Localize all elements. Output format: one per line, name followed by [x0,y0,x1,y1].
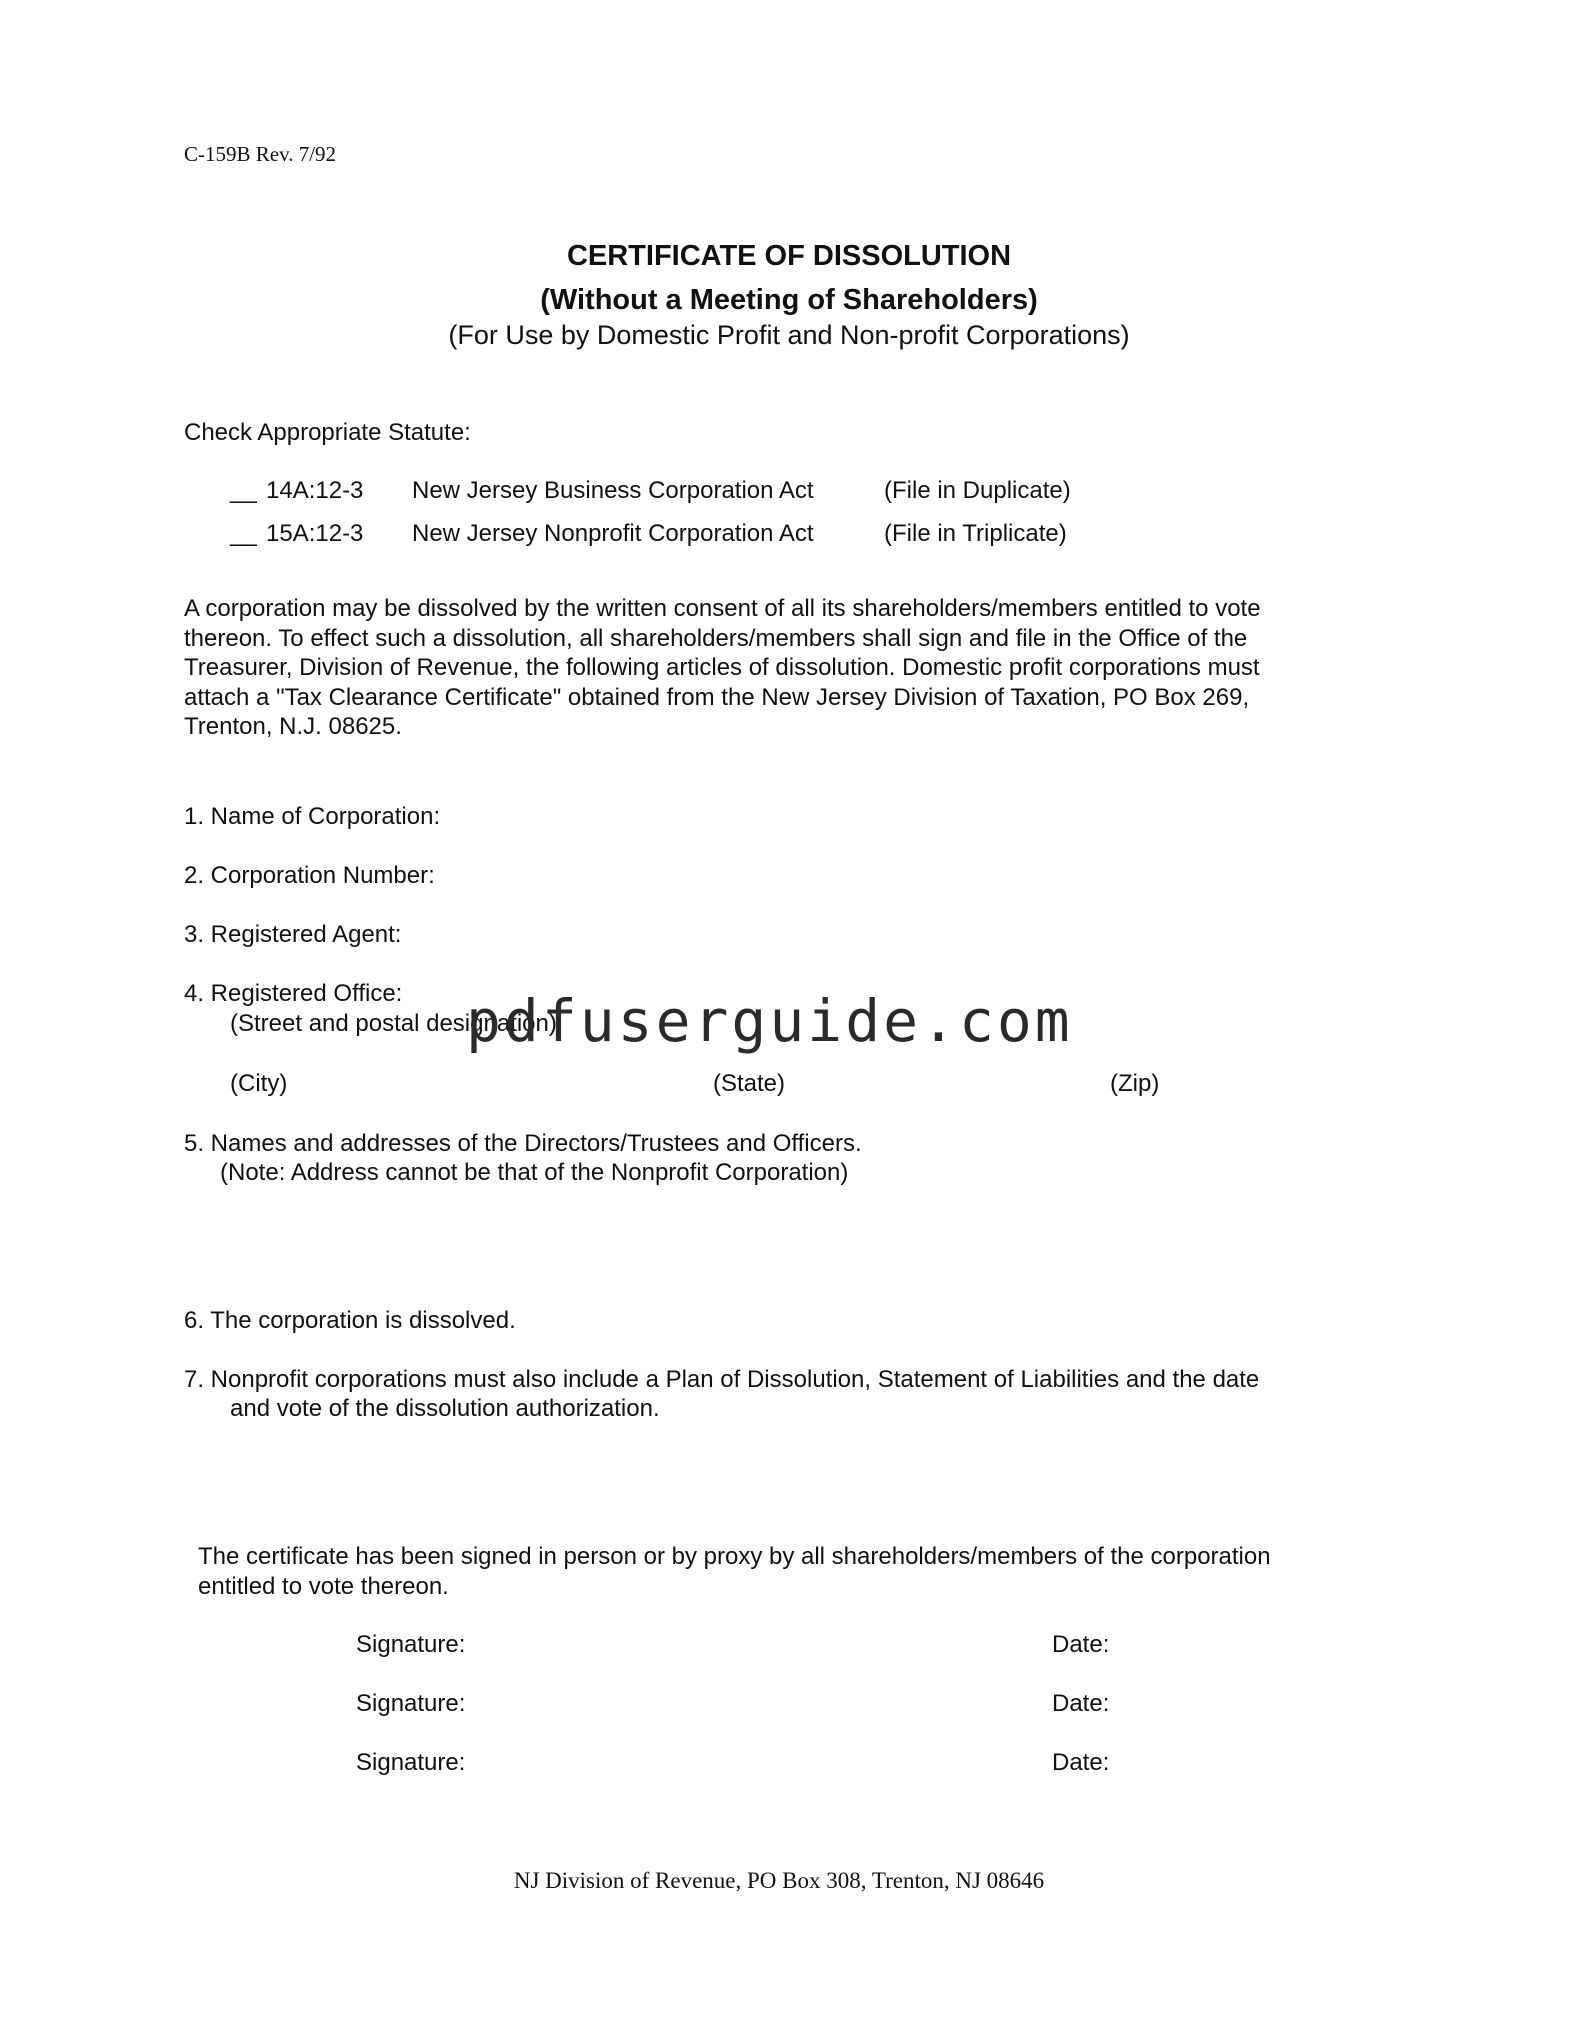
document-title: CERTIFICATE OF DISSOLUTION [566,240,1012,272]
date-label: Date: [1052,1690,1110,1717]
item-registered-office: 4. Registered Office: [184,980,403,1007]
usage-note: (For Use by Domestic Profit and Non-profit Corporations) [448,320,1130,350]
certification-line: entitled to vote thereon. [198,1572,449,1600]
item-registered-agent: 3. Registered Agent: [184,921,402,948]
statute-prompt: Check Appropriate Statute: [184,419,471,446]
signature-label: Signature: [356,1749,466,1776]
registered-office-state-label: (State) [713,1070,786,1097]
item-directors-officers-note: (Note: Address cannot be that of the Nonprofit Corporation) [220,1159,849,1186]
watermark: pdfuserguide.com [466,987,1073,1055]
statute-code: 14A:12-3 [266,477,364,504]
form-code: C-159B Rev. 7/92 [184,142,337,166]
date-label: Date: [1052,1749,1110,1776]
signature-label: Signature: [356,1690,466,1717]
date-label: Date: [1052,1631,1110,1658]
footer-address: NJ Division of Revenue, PO Box 308, Trenton, NJ 08646 [513,1868,1045,1893]
statute-checkbox-blank[interactable]: __ [230,520,257,547]
certification-statement [198,1542,1418,1601]
signature-label: Signature: [356,1631,466,1658]
item-directors-officers: 5. Names and addresses of the Directors/Trustees and Officers. [184,1130,862,1157]
statute-act: New Jersey Nonprofit Corporation Act [412,520,814,547]
statute-filing: (File in Duplicate) [884,477,1071,504]
item-nonprofit-plan: 7. Nonprofit corporations must also include a Plan of Dissolution, Statement of Liabilities and the date [184,1366,1260,1393]
intro-line: attach a "Tax Clearance Certificate" obtained from the New Jersey Division of Taxation, PO Box 269, [184,683,1250,711]
intro-line: thereon. To effect such a dissolution, all shareholders/members shall sign and file in the Office of the [184,624,1248,652]
statute-checkbox-blank[interactable]: __ [230,477,257,504]
intro-line: A corporation may be dissolved by the written consent of all its shareholders/members entitled to vote [184,595,1261,622]
statute-filing: (File in Triplicate) [884,520,1067,547]
registered-office-street-label: (Street and postal designation) [230,1010,557,1037]
item-name-of-corporation: 1. Name of Corporation: [184,803,441,830]
intro-paragraph [184,594,1404,742]
certification-line: The certificate has been signed in person or by proxy by all shareholders/members of the corporation [198,1543,1271,1570]
intro-line: Trenton, N.J. 08625. [184,713,402,740]
registered-office-city-label: (City) [230,1070,288,1097]
intro-line: Treasurer, Division of Revenue, the following articles of dissolution. Domestic profit corporations must [184,654,1260,681]
statute-code: 15A:12-3 [266,520,364,547]
item-corporation-number: 2. Corporation Number: [184,862,435,889]
registered-office-zip-label: (Zip) [1110,1070,1160,1097]
item-nonprofit-plan-cont: and vote of the dissolution authorization. [230,1395,660,1422]
statute-act: New Jersey Business Corporation Act [412,477,814,504]
document-subtitle: (Without a Meeting of Shareholders) [540,284,1038,316]
item-corporation-dissolved: 6. The corporation is dissolved. [184,1307,516,1334]
